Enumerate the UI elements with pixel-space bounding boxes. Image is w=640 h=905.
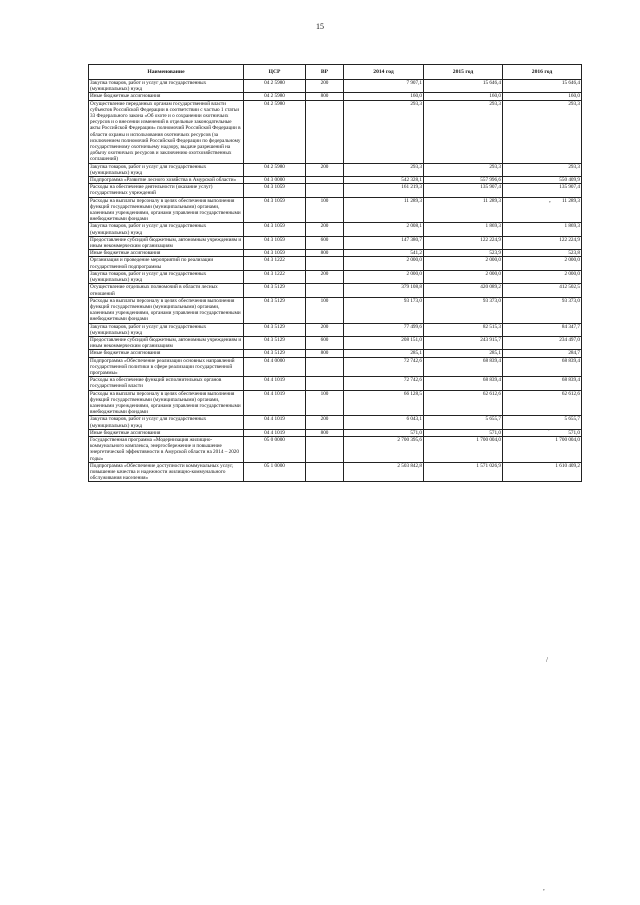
row-vr-cell [306, 284, 344, 297]
row-2014-cell [344, 236, 424, 249]
row-csr-cell: 04 3 1059 [244, 184, 306, 197]
row-vr-cell: 100 [306, 390, 344, 416]
row-2014-cell [344, 357, 424, 377]
amount-value: 571,0 [568, 429, 580, 436]
row-csr-cell: 04 3 5129 [244, 350, 306, 357]
table-row [89, 250, 582, 257]
row-name-cell: Расходы на обеспечение функций исполнительных органов государственной власти [89, 377, 244, 390]
row-2016-cell [503, 236, 582, 249]
row-2015-cell [424, 297, 503, 323]
amount-value: 68 839,4 [482, 357, 501, 364]
amount-value: 1 869,3 [485, 223, 501, 230]
table-row [89, 357, 582, 377]
amount-value: 6 043,1 [406, 416, 422, 423]
row-2014-cell [344, 416, 424, 429]
row-vr-cell: 200 [306, 416, 344, 429]
amount-value: 122 224,9 [480, 236, 501, 243]
amount-value: 2 000,0 [485, 270, 501, 277]
amount-value: 68 839,4 [482, 377, 501, 384]
row-name-cell: Закупка товаров, работ и услуг для государственных (муниципальных) нужд [89, 163, 244, 176]
row-vr-cell: 800 [306, 250, 344, 257]
table-row [89, 163, 582, 176]
row-csr-cell: 04 2 5980 [244, 80, 306, 93]
header-vr: ВР [306, 65, 344, 80]
row-2016-cell [503, 436, 582, 462]
row-csr-cell: 04 3 1222 [244, 270, 306, 283]
row-name-cell: Закупка товаров, работ и услуг для государственных (муниципальных) нужд [89, 223, 244, 236]
row-2015-cell [424, 197, 503, 223]
row-csr-cell: 04 3 1222 [244, 257, 306, 270]
row-vr-cell [306, 177, 344, 184]
row-2016-cell [503, 184, 582, 197]
amount-value: 160,0 [489, 93, 501, 100]
row-2014-cell [344, 163, 424, 176]
row-2015-cell [424, 284, 503, 297]
amount-value: 15 646,4 [561, 80, 580, 86]
amount-value: 122 224,9 [559, 236, 580, 243]
table-row [89, 297, 582, 323]
amount-value: 523,9 [489, 250, 501, 257]
row-2016-cell [503, 377, 582, 390]
table-row [89, 284, 582, 297]
row-2015-cell [424, 163, 503, 176]
row-2016-cell [503, 297, 582, 323]
pen-mark: , [543, 884, 545, 892]
row-2015-cell [424, 270, 503, 283]
row-2015-cell [424, 323, 503, 336]
row-2015-cell [424, 93, 503, 100]
amount-value: 62 612,6 [561, 390, 580, 397]
row-2014-cell [344, 93, 424, 100]
amount-value: 1 610 409,2 [555, 462, 580, 469]
amount-value: 2 000,0 [406, 257, 422, 264]
row-name-cell: Закупка товаров, работ и услуг для государственных (муниципальных) нужд [89, 416, 244, 429]
amount-value: 135 907,4 [480, 184, 501, 191]
row-vr-cell [306, 462, 344, 482]
row-csr-cell: 04 3 1059 [244, 223, 306, 236]
row-name-cell: Иные бюджетные ассигнования [89, 93, 244, 100]
amount-value: 160,0 [568, 93, 580, 100]
header-2015: 2015 год [424, 65, 503, 80]
amount-value: 293,3 [410, 163, 422, 170]
amount-value: 15 646,4 [482, 80, 501, 86]
table-row [89, 436, 582, 462]
row-csr-cell: 04 3 5129 [244, 297, 306, 323]
row-2016-cell [503, 323, 582, 336]
row-2014-cell [344, 390, 424, 416]
row-2015-cell [424, 100, 503, 163]
row-2015-cell [424, 223, 503, 236]
row-2015-cell [424, 416, 503, 429]
row-2014-cell [344, 462, 424, 482]
table-row [89, 223, 582, 236]
row-vr-cell [306, 184, 344, 197]
amount-value: 160,0 [410, 93, 422, 100]
amount-value: 93 373,0 [561, 297, 580, 304]
amount-value: 147 380,7 [401, 236, 422, 243]
amount-value: 293,3 [568, 100, 580, 107]
row-name-cell: Подпрограмма «Развитие лесного хозяйства в Амурской области» [89, 177, 244, 184]
amount-value: 285,1 [489, 350, 501, 357]
row-name-cell: Закупка товаров, работ и услуг для государственных (муниципальных) нужд [89, 80, 244, 93]
table-row [89, 100, 582, 163]
amount-value: 11 289,3 [562, 197, 580, 204]
row-2014-cell [344, 429, 424, 436]
row-vr-cell: 200 [306, 80, 344, 93]
row-vr-cell: 600 [306, 236, 344, 249]
row-name-cell: Подпрограмма «Обеспечение доступности коммунальных услуг, повышение качества и надежности жилищно-коммунального обслуживания населения» [89, 462, 244, 482]
amount-value: 379 108,8 [401, 284, 422, 291]
row-2015-cell [424, 377, 503, 390]
table-row [89, 80, 582, 93]
row-csr-cell: 04 4 1019 [244, 416, 306, 429]
budget-table [88, 64, 582, 482]
pen-mark: / [546, 656, 548, 664]
row-2016-cell [503, 177, 582, 184]
header-row [89, 65, 582, 80]
table-row [89, 177, 582, 184]
row-vr-cell [306, 436, 344, 462]
amount-value: 2 000,0 [564, 257, 580, 264]
row-vr-cell: 600 [306, 336, 344, 349]
row-2014-cell [344, 336, 424, 349]
amount-value: 243 915,7 [480, 336, 501, 343]
row-2016-cell [503, 429, 582, 436]
amount-value: 2 503 842,8 [397, 462, 422, 469]
amount-value: 284,7 [568, 350, 580, 357]
amount-value: 5 655,7 [485, 416, 501, 423]
amount-value: 293,3 [489, 163, 501, 170]
amount-value: 550 409,9 [559, 177, 580, 184]
row-csr-cell: 04 2 5980 [244, 100, 306, 163]
amount-value: 82 515,3 [482, 323, 501, 330]
row-2015-cell [424, 177, 503, 184]
amount-value: 161 219,3 [401, 184, 422, 191]
row-2014-cell [344, 284, 424, 297]
row-csr-cell: 05 1 0000 [244, 462, 306, 482]
row-2016-cell [503, 462, 582, 482]
row-2014-cell [344, 100, 424, 163]
row-csr-cell: 04 4 1019 [244, 429, 306, 436]
amount-value: 72 742,6 [403, 377, 422, 384]
amount-value: 2 008,1 [406, 223, 422, 230]
row-2015-cell [424, 429, 503, 436]
row-2014-cell [344, 177, 424, 184]
row-2014-cell [344, 80, 424, 93]
row-csr-cell: 04 4 1019 [244, 390, 306, 416]
table-row [89, 336, 582, 349]
header-csr: ЦСР [244, 65, 306, 80]
row-vr-cell: 100 [306, 297, 344, 323]
row-csr-cell: 04 3 5129 [244, 336, 306, 349]
row-2016-cell [503, 100, 582, 163]
row-2015-cell [424, 236, 503, 249]
amount-value: 412 502,5 [559, 284, 580, 291]
row-csr-cell: 04 3 5129 [244, 284, 306, 297]
row-2016-cell [503, 93, 582, 100]
row-name-cell: Осуществление отдельных полномочий в области лесных отношений [89, 284, 244, 297]
table-row [89, 257, 582, 270]
row-2014-cell [344, 184, 424, 197]
amount-value: 66 128,5 [403, 390, 422, 397]
amount-value: 2 000,0 [485, 257, 501, 264]
row-2016-cell [503, 336, 582, 349]
row-2014-cell [344, 197, 424, 223]
table-row [89, 416, 582, 429]
amount-value: 2 000,0 [564, 270, 580, 277]
amount-value: 571,0 [410, 429, 422, 436]
table-row [89, 236, 582, 249]
row-csr-cell: 04 2 5980 [244, 163, 306, 176]
row-name-cell: Иные бюджетные ассигнования [89, 350, 244, 357]
amount-value: 68 839,4 [561, 357, 580, 364]
row-2015-cell [424, 357, 503, 377]
header-2016: 2016 год [503, 65, 582, 80]
row-2015-cell [424, 336, 503, 349]
row-name-cell: Расходы на обеспечение деятельности (оказание услуг) государственных учреждений [89, 184, 244, 197]
table-row [89, 390, 582, 416]
amount-value: 1 700 004,0 [555, 436, 580, 443]
amount-value: 1 571 026,9 [476, 462, 501, 469]
amount-value: 135 907,4 [559, 184, 580, 191]
row-name-cell: Подпрограмма «Обеспечение реализации основных направлений государственной политики в сфере реализации государственной программы» [89, 357, 244, 377]
amount-value: 557 996,6 [480, 177, 501, 184]
amount-value: 11 289,3 [483, 197, 501, 204]
amount-value: 420 089,2 [480, 284, 501, 291]
page-number: 15 [316, 22, 324, 31]
amount-value: 541,2 [410, 250, 422, 257]
header-name: Наименование [89, 65, 244, 80]
amount-value: 77 499,6 [403, 323, 422, 330]
row-csr-cell: 04 4 1019 [244, 377, 306, 390]
row-2016-cell [503, 257, 582, 270]
row-name-cell: Расходы на выплаты персоналу в целях обеспечения выполнения функций государственными (муниципальными) органами, казенными учреждениями, органами управления государственными внебюджетными фондами [89, 197, 244, 223]
row-csr-cell: 04 3 1059 [244, 197, 306, 223]
row-2016-cell [503, 416, 582, 429]
row-2014-cell [344, 377, 424, 390]
row-2015-cell [424, 80, 503, 93]
row-vr-cell: 800 [306, 429, 344, 436]
row-2014-cell [344, 297, 424, 323]
row-2015-cell [424, 462, 503, 482]
table-row [89, 323, 582, 336]
amount-value: 93 173,0 [403, 297, 422, 304]
table-row [89, 350, 582, 357]
amount-value: 285,1 [410, 350, 422, 357]
amount-value: 93 373,0 [482, 297, 501, 304]
row-name-cell: Предоставление субсидий бюджетным, автономным учреждениям и иным некоммерческим организациям [89, 336, 244, 349]
row-2016-cell [503, 350, 582, 357]
amount-value: 2 000,0 [406, 270, 422, 277]
row-2014-cell [344, 350, 424, 357]
amount-value: 571,0 [489, 429, 501, 436]
row-2015-cell [424, 350, 503, 357]
row-name-cell: Расходы на выплаты персоналу в целях обеспечения выполнения функций государственными (муниципальными) органами, казенными учреждениями, органами управления государственными внебюджетными фондами [89, 297, 244, 323]
row-2016-cell [503, 284, 582, 297]
table-row [89, 377, 582, 390]
row-vr-cell: 100 [306, 197, 344, 223]
row-vr-cell: 800 [306, 93, 344, 100]
amount-value: 208 151,0 [401, 336, 422, 343]
row-csr-cell: 04 2 5980 [244, 93, 306, 100]
row-2015-cell [424, 436, 503, 462]
row-2016-cell [503, 250, 582, 257]
row-csr-cell: 04 3 1059 [244, 236, 306, 249]
amount-value: 68 839,4 [561, 377, 580, 384]
row-csr-cell: 04 3 5129 [244, 323, 306, 336]
amount-value: 542 328,1 [401, 177, 422, 184]
row-2016-cell [503, 223, 582, 236]
amount-value: 293,3 [568, 163, 580, 170]
row-name-cell: Закупка товаров, работ и услуг для государственных (муниципальных) нужд [89, 270, 244, 283]
pen-mark: , [548, 424, 550, 432]
row-vr-cell: 200 [306, 323, 344, 336]
table-row [89, 197, 582, 223]
amount-value: 72 742,6 [403, 357, 422, 364]
amount-value: 2 700 395,6 [397, 436, 422, 443]
row-vr-cell: 200 [306, 223, 344, 236]
row-2016-cell [503, 163, 582, 176]
row-2014-cell [344, 436, 424, 462]
amount-value: 5 655,7 [564, 416, 580, 423]
amount-value: 11 289,3 [404, 197, 422, 204]
row-name-cell: Расходы на выплаты персоналу в целях обеспечения выполнения функций государственными (муниципальными) органами, казенными учреждениями, органами управления государственными внебюджетными фондами [89, 390, 244, 416]
row-vr-cell [306, 257, 344, 270]
amount-value: 84 347,7 [561, 323, 580, 330]
row-name-cell: Организация и проведение мероприятий по реализации государственной подпрограммы [89, 257, 244, 270]
pen-mark: , [549, 196, 551, 204]
row-vr-cell [306, 100, 344, 163]
row-csr-cell: 04 3 1059 [244, 250, 306, 257]
row-2016-cell [503, 80, 582, 93]
row-vr-cell: 200 [306, 163, 344, 176]
row-name-cell: Государственная программа «Модернизация жилищно-коммунального комплекса, энергосбережение и повышение энергетической эффективности в Амурской области на 2014 – 2020 годы» [89, 436, 244, 462]
row-name-cell: Иные бюджетные ассигнования [89, 429, 244, 436]
row-2016-cell [503, 390, 582, 416]
amount-value: 1 700 004,0 [476, 436, 501, 443]
row-name-cell: Предоставление субсидий бюджетным, автономным учреждениям и иным некоммерческим организациям [89, 236, 244, 249]
row-csr-cell: 05 0 0000 [244, 436, 306, 462]
row-csr-cell: 04 4 0000 [244, 357, 306, 377]
row-2015-cell [424, 250, 503, 257]
table-row [89, 184, 582, 197]
row-vr-cell [306, 377, 344, 390]
row-name-cell: Иные бюджетные ассигнования [89, 250, 244, 257]
row-2016-cell [503, 197, 582, 223]
row-2016-cell [503, 357, 582, 377]
row-2014-cell [344, 257, 424, 270]
amount-value: 234 497,0 [559, 336, 580, 343]
amount-value: 62 612,6 [482, 390, 501, 397]
row-name-cell: Закупка товаров, работ и услуг для государственных (муниципальных) нужд [89, 323, 244, 336]
amount-value: 523,8 [568, 250, 580, 257]
row-vr-cell: 800 [306, 350, 344, 357]
row-2014-cell [344, 223, 424, 236]
amount-value: 1 869,3 [564, 223, 580, 230]
row-2016-cell [503, 270, 582, 283]
row-csr-cell: 04 3 0000 [244, 177, 306, 184]
row-2015-cell [424, 184, 503, 197]
table-row [89, 462, 582, 482]
table-row [89, 93, 582, 100]
row-2014-cell [344, 323, 424, 336]
row-vr-cell: 200 [306, 270, 344, 283]
row-name-cell: Осуществление переданных органам государственной власти субъектов Российской Федерации в соответствии с частью 1 статьи 33 Федерального закона «Об охоте и о сохранении охотничьих ресурсов и о внесении изменений в отдельные законодательные акты Российской Федерации» полномочий Российской Федерации в области охраны и использования охотничьих ресурсов (за исключением полномочий Российской Федерации по федеральному государственному охотничьему надзору, выдаче разрешений на добычу охотничьих ресурсов и заключению охотхозяйственных соглашений) [89, 100, 244, 163]
row-vr-cell [306, 357, 344, 377]
row-2014-cell [344, 250, 424, 257]
row-2014-cell [344, 270, 424, 283]
amount-value: 293,3 [410, 100, 422, 107]
amount-value: 293,3 [489, 100, 501, 107]
row-2015-cell [424, 257, 503, 270]
table-row [89, 429, 582, 436]
amount-value: 7 907,1 [406, 80, 422, 86]
row-2015-cell [424, 390, 503, 416]
table-row [89, 270, 582, 283]
header-2014: 2014 год [344, 65, 424, 80]
